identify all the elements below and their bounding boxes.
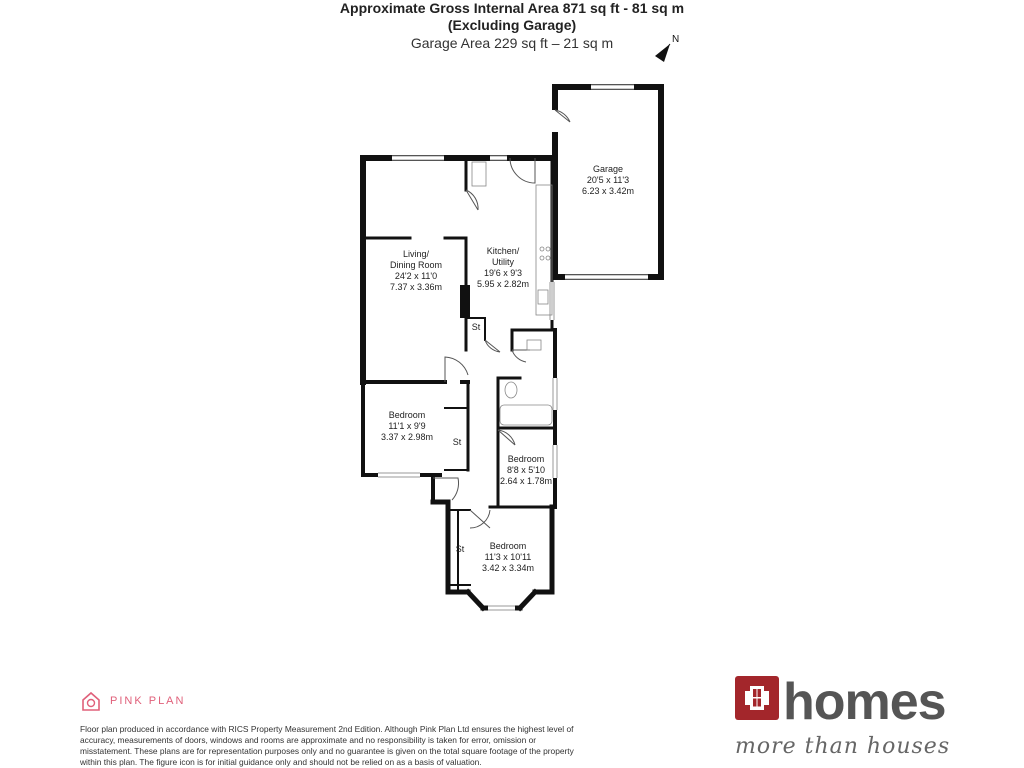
north-label: N — [672, 34, 680, 45]
living-metric: 7.37 x 3.36m — [389, 282, 443, 292]
homes-wordmark: homes — [783, 673, 946, 731]
bedroom3-label: Bedroom — [489, 541, 527, 551]
bedroom2-metric: 2.64 x 1.78m — [499, 476, 553, 486]
bedroom1-metric: 3.37 x 2.98m — [380, 432, 434, 442]
kitchen-metric: 5.95 x 2.82m — [476, 279, 530, 289]
north-arrow-icon — [655, 34, 679, 62]
garage-area-note: Garage Area 229 sq ft – 21 sq m — [410, 35, 614, 51]
bedroom1-label: Bedroom — [388, 410, 426, 420]
store-label-bedroom1: St — [452, 437, 462, 447]
pink-plan-logo — [80, 690, 185, 712]
garage-label: Garage — [592, 164, 624, 174]
room-labels — [381, 164, 634, 573]
kitchen-units — [472, 162, 552, 315]
living-imperial: 24'2 x 11'0 — [394, 271, 438, 281]
kitchen-label-2: Utility — [492, 257, 514, 267]
gross-area-title: Approximate Gross Internal Area 871 sq ft - 81 sq m — [339, 0, 685, 16]
garage-metric: 6.23 x 3.42m — [581, 186, 635, 196]
disclaimer-text: Floor plan produced in accordance with RICS Property Measurement 2nd Edition. Although Pink Plan Ltd ensures the highest level of accuracy, measurements of doors, windows and rooms are approximate and no responsibility is taken for error, omission or misstatement. These plans are for representation purposes only and no guarantee is given on the total square footage of the property within this plan. The figure icon is for initial guidance only and should not be relied on as a basis of valuation. — [80, 724, 574, 767]
store-label-bedroom3: St — [455, 544, 465, 554]
bathroom-fixtures — [500, 340, 552, 425]
chimney-breast — [460, 285, 470, 318]
pink-plan-brand: PINK PLAN — [110, 695, 186, 707]
homes-square-icon — [735, 676, 779, 720]
pink-plan-house-icon — [80, 690, 102, 712]
kitchen-label-1: Kitchen/ — [486, 246, 520, 256]
excluding-garage-note: (Excluding Garage) — [447, 17, 577, 33]
bedroom3-metric: 3.42 x 3.34m — [481, 563, 535, 573]
homes-tagline: more than houses — [735, 734, 951, 759]
bedroom1-imperial: 11'1 x 9'9 — [388, 421, 426, 431]
living-label-1: Living/ — [402, 249, 430, 259]
bedroom2-label: Bedroom — [507, 454, 545, 464]
bedroom3-imperial: 11'3 x 10'11 — [484, 552, 532, 562]
kitchen-imperial: 19'6 x 9'3 — [484, 268, 522, 278]
living-label-2: Dining Room — [389, 260, 443, 270]
bedroom2-imperial: 8'8 x 5'10 — [507, 465, 545, 475]
garage-imperial: 20'5 x 11'3 — [586, 175, 630, 185]
store-label-hall: St — [471, 322, 481, 332]
